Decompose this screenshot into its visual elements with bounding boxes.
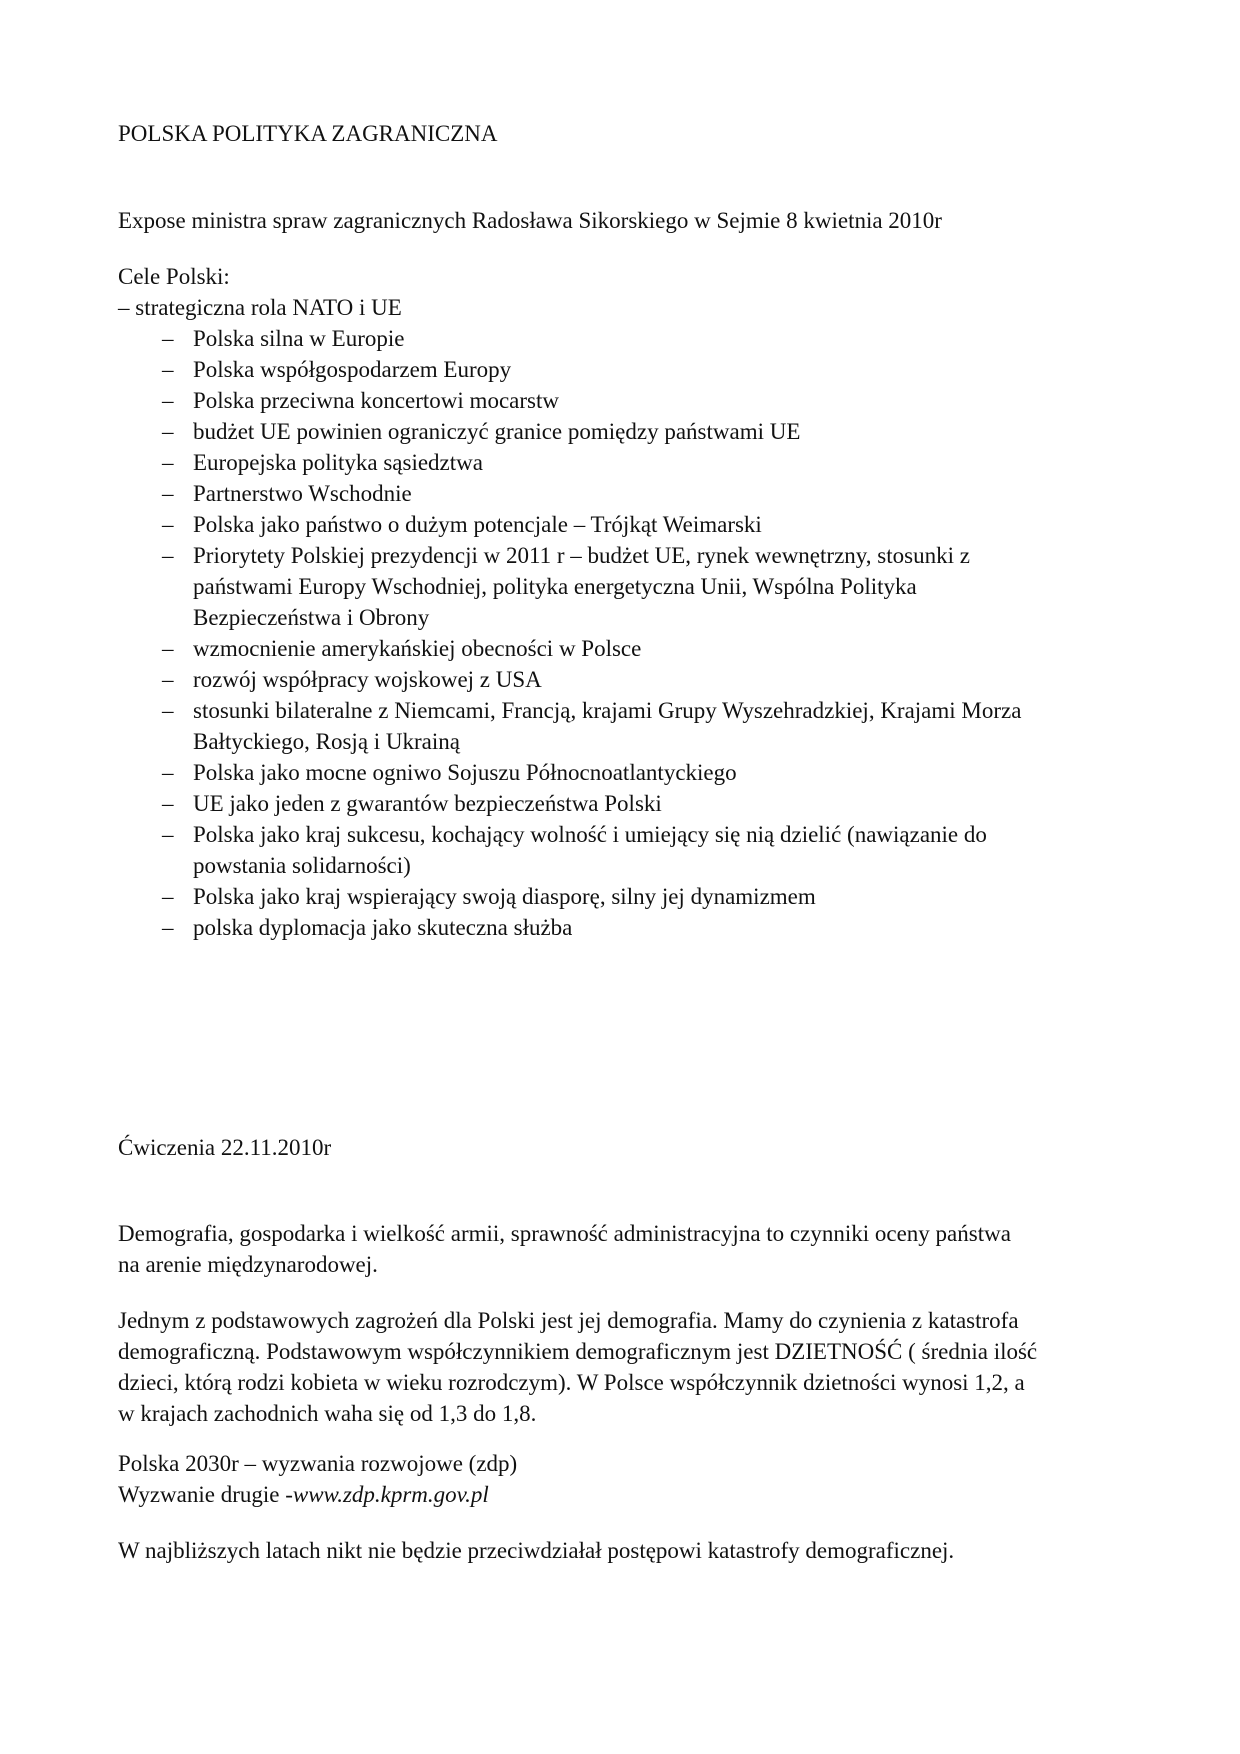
dash-bullet-icon: – <box>162 667 174 692</box>
goal-text-line: Priorytety Polskiej prezydencji w 2011 r – budżet UE, rynek wewnętrzny, stosunki z <box>193 543 970 568</box>
document-title <box>118 118 1140 149</box>
paragraph-1 <box>118 1218 1140 1280</box>
goal-list-item <box>118 788 1140 819</box>
dash-bullet-icon: – <box>162 791 174 816</box>
goal-list-item <box>118 819 1140 881</box>
goal-list-item <box>118 354 1140 385</box>
goals-heading: Cele Polski: <box>118 264 230 289</box>
goal-list-item <box>118 478 1140 509</box>
paragraph-2 <box>118 1305 1140 1429</box>
dash-bullet-icon: – <box>162 357 174 382</box>
goal-text-line: Polska przeciwna koncertowi mocarstw <box>193 388 559 413</box>
dash-bullet-icon: – <box>162 915 174 940</box>
link-prefix: Wyzwanie drugie - <box>118 1482 293 1507</box>
goal-text-line: Bezpieczeństwa i Obrony <box>193 605 430 630</box>
goal-text-line: państwami Europy Wschodniej, polityka energetyczna Unii, Wspólna Polityka <box>193 574 917 599</box>
goal-text-line: Polska jako kraj sukcesu, kochający wolność i umiejący się nią dzielić (nawiązanie do <box>193 822 987 847</box>
goal-text-line: rozwój współpracy wojskowej z USA <box>193 667 542 692</box>
goal-list-item <box>118 912 1140 943</box>
dash-bullet-icon: – <box>162 760 174 785</box>
goal-text-line: polska dyplomacja jako skuteczna służba <box>193 915 573 940</box>
goal-text-line: budżet UE powinien ograniczyć granice pomiędzy państwami UE <box>193 419 801 444</box>
goal-text-line: Polska silna w Europie <box>193 326 405 351</box>
paragraph-line: W najbliższych latach nikt nie będzie przeciwdziałał postępowi katastrofy demograficznej. <box>118 1538 955 1563</box>
goal-text-line: Polska jako kraj wspierający swoją diasporę, silny jej dynamizmem <box>193 884 816 909</box>
dash-bullet-icon: – <box>162 419 174 444</box>
dash-bullet-icon: – <box>162 543 174 568</box>
exercises-heading <box>118 1132 1140 1163</box>
goals-first-item: – strategiczna rola NATO i UE <box>118 295 402 320</box>
paragraph-4 <box>118 1535 1140 1566</box>
goal-list-item <box>118 540 1140 633</box>
goal-list-item <box>118 695 1140 757</box>
paragraph-line <box>118 1479 1140 1510</box>
dash-bullet-icon: – <box>162 884 174 909</box>
paragraph-line: dzieci, którą rodzi kobieta w wieku rozrodczym). W Polsce współczynnik dzietności wynosi 1,2, a <box>118 1370 1025 1395</box>
goal-text-line: wzmocnienie amerykańskiej obecności w Polsce <box>193 636 642 661</box>
goal-text-line: Bałtyckiego, Rosją i Ukrainą <box>193 729 460 754</box>
paragraph-3 <box>118 1448 1140 1510</box>
paragraph-line: Jednym z podstawowych zagrożeń dla Polski jest jej demografia. Mamy do czynienia z katastrofa <box>118 1308 1019 1333</box>
dash-bullet-icon: – <box>162 481 174 506</box>
dash-bullet-icon: – <box>162 636 174 661</box>
goal-list-item <box>118 881 1140 912</box>
dash-bullet-icon: – <box>162 326 174 351</box>
goals-list <box>118 323 1140 943</box>
goal-list-item <box>118 509 1140 540</box>
dash-bullet-icon: – <box>162 388 174 413</box>
expose-text: Expose ministra spraw zagranicznych Radosława Sikorskiego w Sejmie 8 kwietnia 2010r <box>118 208 942 233</box>
goal-list-item <box>118 447 1140 478</box>
paragraph-line: Polska 2030r – wyzwania rozwojowe (zdp) <box>118 1451 518 1476</box>
goal-text-line: Polska jako mocne ogniwo Sojuszu Północnoatlantyckiego <box>193 760 737 785</box>
goal-list-item <box>118 664 1140 695</box>
goal-text-line: Polska jako państwo o dużym potencjale – Trójkąt Weimarski <box>193 512 762 537</box>
goal-text-line: powstania solidarności) <box>193 853 411 878</box>
paragraph-line: na arenie międzynarodowej. <box>118 1252 378 1277</box>
paragraph-line: demograficzną. Podstawowym współczynnikiem demograficznym jest DZIETNOŚĆ ( średnia ilość <box>118 1339 1038 1364</box>
dash-bullet-icon: – <box>162 512 174 537</box>
goal-text-line: Polska współgospodarzem Europy <box>193 357 512 382</box>
title-text: POLSKA POLITYKA ZAGRANICZNA <box>118 121 498 146</box>
expose-heading <box>118 205 1140 236</box>
goal-text-line: UE jako jeden z gwarantów bezpieczeństwa Polski <box>193 791 662 816</box>
goals-section <box>118 261 1140 943</box>
goal-list-item <box>118 416 1140 447</box>
paragraph-line: w krajach zachodnich waha się od 1,3 do 1,8. <box>118 1401 537 1426</box>
goal-list-item <box>118 385 1140 416</box>
goal-list-item <box>118 633 1140 664</box>
goal-list-item <box>118 757 1140 788</box>
dash-bullet-icon: – <box>162 822 174 847</box>
paragraph-line: Demografia, gospodarka i wielkość armii, sprawność administracyjna to czynniki oceny państwa <box>118 1221 1011 1246</box>
goal-list-item <box>118 323 1140 354</box>
goal-text-line: Europejska polityka sąsiedztwa <box>193 450 483 475</box>
exercises-heading-text: Ćwiczenia 22.11.2010r <box>118 1135 332 1160</box>
zdp-link[interactable]: www.zdp.kprm.gov.pl <box>292 1482 489 1507</box>
dash-bullet-icon: – <box>162 450 174 475</box>
dash-bullet-icon: – <box>162 698 174 723</box>
goal-text-line: Partnerstwo Wschodnie <box>193 481 412 506</box>
goal-text-line: stosunki bilateralne z Niemcami, Francją, krajami Grupy Wyszehradzkiej, Krajami Morza <box>193 698 1022 723</box>
